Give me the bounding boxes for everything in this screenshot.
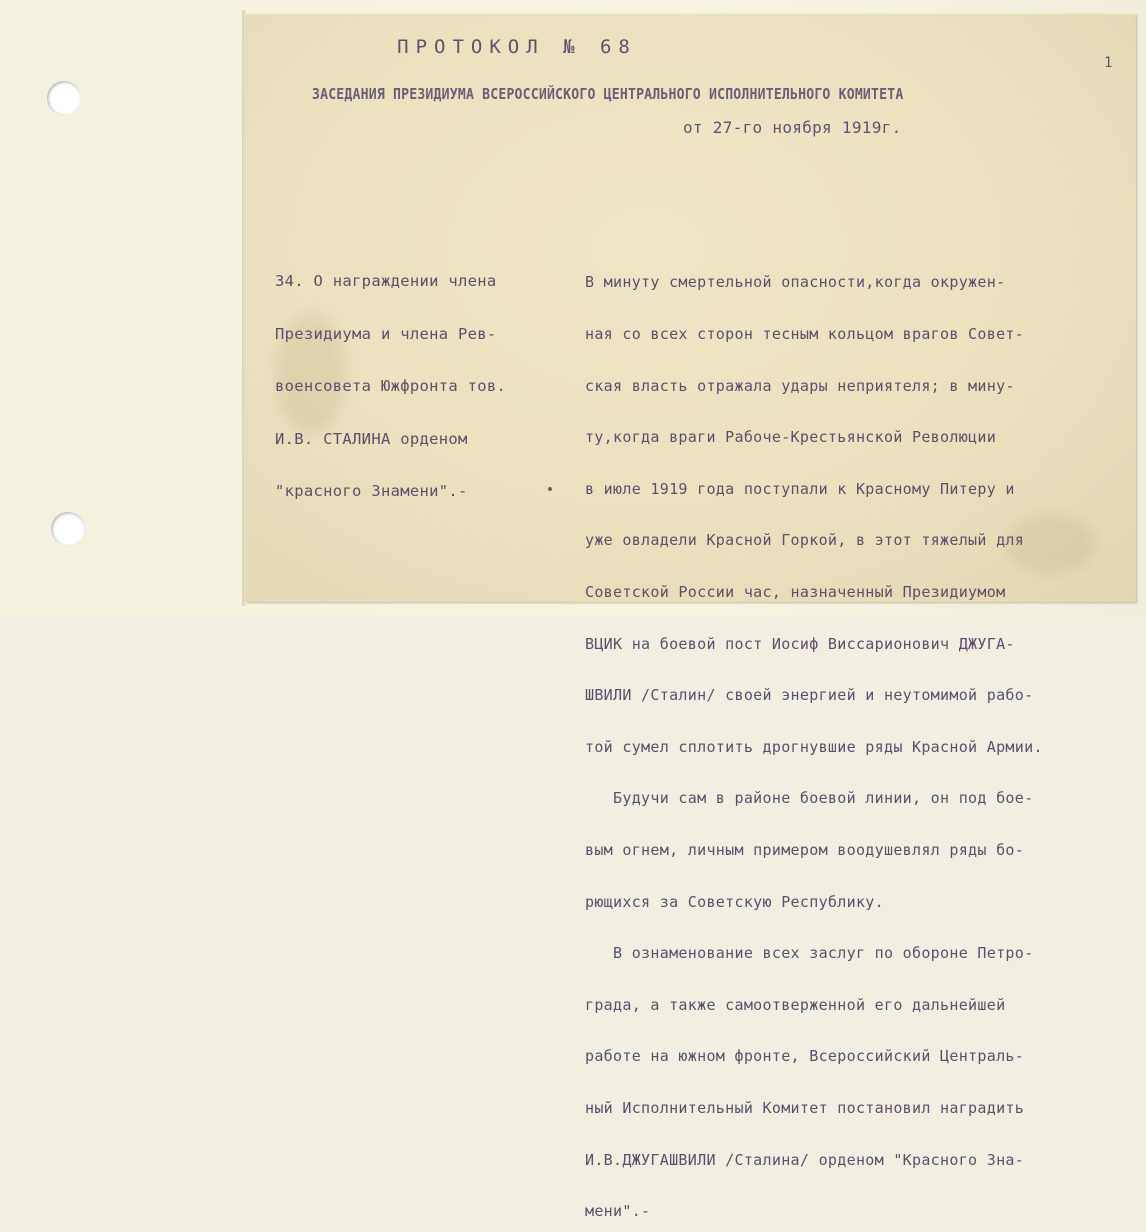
body-line: рющихся за Советскую Республику. bbox=[585, 892, 884, 911]
body-line: мени".- bbox=[585, 1202, 651, 1221]
body-line: вым огнем, личным примером воодушевлял ряды бо- bbox=[585, 840, 1025, 859]
body-line: Советской России час, назначенный Президиумом bbox=[585, 582, 1006, 601]
body-line: ная со всех сторон тесным кольцом врагов Совет- bbox=[585, 325, 1025, 343]
body-line: В ознаменование всех заслуг по обороне Петро- bbox=[585, 944, 1034, 963]
heading-line: 34. О награждении члена bbox=[275, 272, 497, 290]
body-line: ская власть отражала удары неприятеля; в мину- bbox=[585, 376, 1015, 395]
body-line: ный Исполнительный Комитет постановил наградить bbox=[585, 1098, 1025, 1117]
body-line: града, а также самоотверженной его дальнейшей bbox=[585, 995, 1006, 1014]
document-date: от 27-го ноября 1919г. bbox=[683, 118, 902, 137]
body-line: В минуту смертельной опасности,когда окружен- bbox=[585, 273, 1006, 292]
margin-dot bbox=[548, 487, 552, 491]
body-line: в июле 1919 года поступали к Красному Питеру и bbox=[585, 479, 1015, 498]
resolution-text bbox=[585, 240, 1043, 1232]
heading-line: военсовета Южфронта тов. bbox=[275, 377, 507, 395]
body-line: работе на южном фронте, Всероссийский Централь- bbox=[585, 1047, 1025, 1066]
document-subtitle: ЗАСЕДАНИЯ ПРЕЗИДИУМА ВСЕРОССИЙСКОГО ЦЕНТРАЛЬНОГО ИСПОЛНИТЕЛЬНОГО КОМИТЕТА bbox=[312, 85, 904, 103]
heading-line: И.В. СТАЛИНА орденом bbox=[275, 429, 468, 448]
agenda-item-heading bbox=[275, 238, 506, 518]
punch-hole-bottom bbox=[51, 512, 85, 546]
heading-line: "красного Знамени".- bbox=[275, 482, 468, 500]
body-line: уже овладели Красной Горкой, в этот тяжелый для bbox=[585, 531, 1025, 550]
punch-hole-top bbox=[47, 81, 81, 115]
body-line: ВЦИК на боевой пост Иосиф Виссарионович ДЖУГА- bbox=[585, 634, 1015, 653]
document-title: ПРОТОКОЛ № 68 bbox=[397, 36, 637, 58]
body-line: ШВИЛИ /Сталин/ своей энергией и неутомимой рабо- bbox=[585, 686, 1034, 705]
body-line: И.В.ДЖУГАШВИЛИ /Сталина/ орденом "Красного Зна- bbox=[585, 1150, 1025, 1169]
body-line: ту,когда враги Рабоче-Крестьянской Революции bbox=[585, 428, 997, 447]
page-number: 1 bbox=[1104, 55, 1113, 71]
body-line: Будучи сам в районе боевой линии, он под бое- bbox=[585, 789, 1034, 808]
heading-line: Президиума и члена Рев- bbox=[275, 324, 497, 343]
body-line: той сумел сплотить дрогнувшие ряды Красной Армии. bbox=[585, 737, 1043, 756]
